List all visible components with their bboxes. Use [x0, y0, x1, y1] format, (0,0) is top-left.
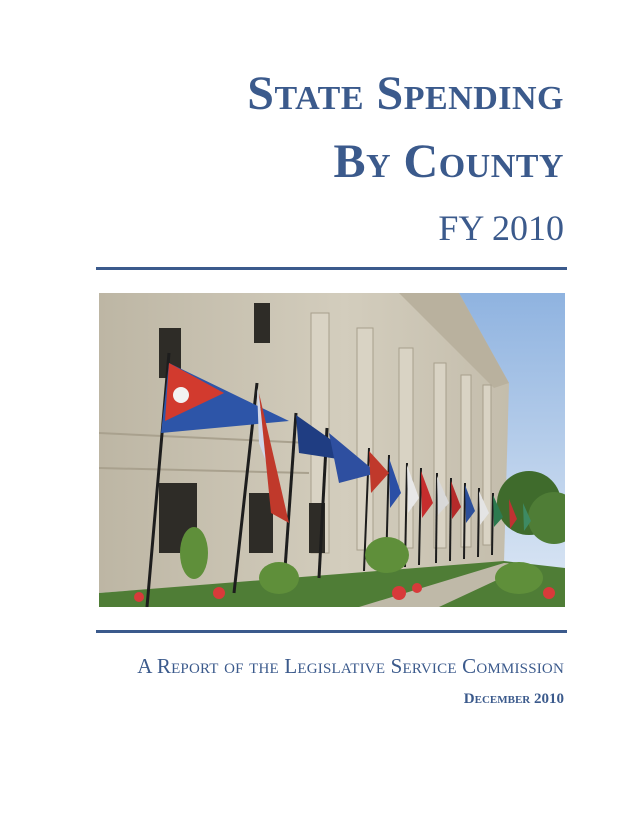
top-divider: [96, 267, 567, 270]
bottom-divider: [96, 630, 567, 633]
fiscal-year: FY 2010: [438, 208, 564, 248]
cover-photo: [99, 293, 565, 607]
report-date: December 2010: [463, 691, 564, 707]
title-line-2: By County: [333, 135, 564, 188]
title-line-1: State Spending: [247, 67, 564, 120]
report-subtitle: A Report of the Legislative Service Commission: [137, 654, 564, 678]
